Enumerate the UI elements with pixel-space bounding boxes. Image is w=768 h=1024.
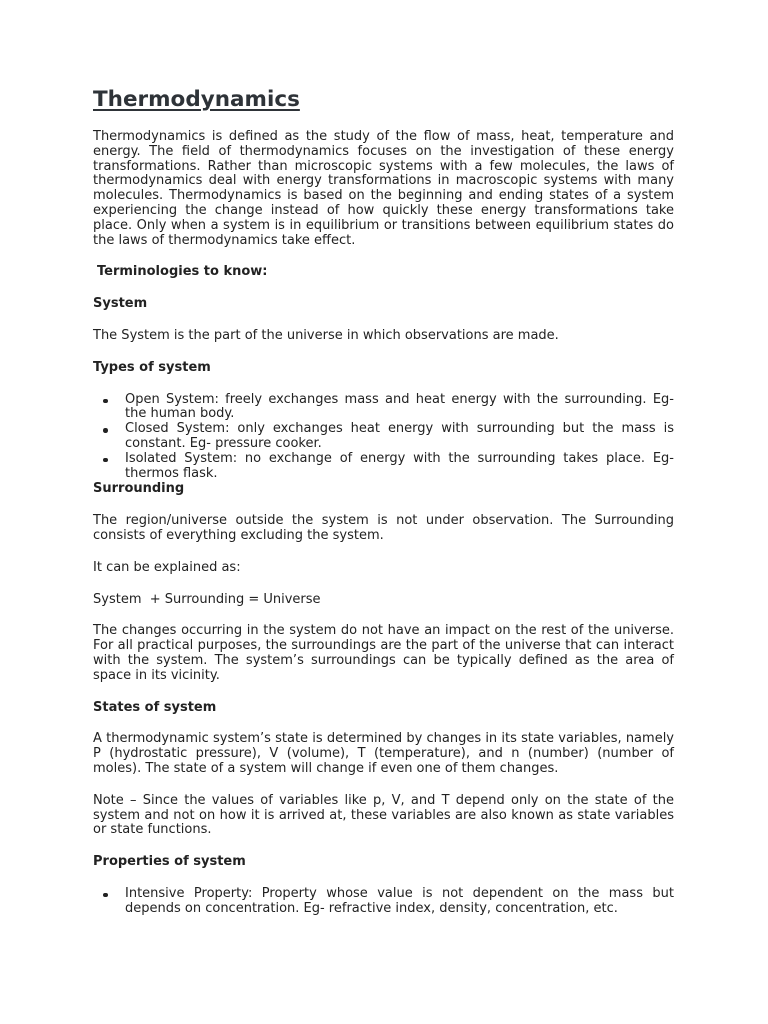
surrounding-paragraph: The region/universe outside the system is not under observation. The Surrounding consists of everything excluding the system.	[93, 513, 674, 543]
system-paragraph: The System is the part of the universe in which observations are made.	[93, 327, 559, 343]
surrounding-heading: Surrounding	[93, 481, 185, 497]
list-item: Isolated System: no exchange of energy with the surrounding takes place. Eg- thermos flask.	[125, 450, 674, 481]
list-item: Closed System: only exchanges heat energy with surrounding but the mass is constant. Eg- pressure cooker.	[125, 421, 674, 451]
terminologies-heading: Terminologies to know:	[97, 264, 268, 280]
properties-list	[93, 887, 674, 917]
explained-paragraph: It can be explained as:	[93, 559, 241, 575]
types-list	[93, 393, 674, 482]
intro-paragraph: Thermodynamics is defined as the study of the flow of mass, heat, temperature and energy. The field of thermodynamics focuses on the investigation of these energy transformations. Rather than microscopic systems with a few molecules, the laws of thermodynamics deal with energy transformations in macroscopic systems with many molecules. Thermodynamics is based on the beginning and ending states of a system experiencing the change instead of how quickly these energy transformations take place. Only when a system is in equilibrium or transitions between equilibrium states do the laws of thermodynamics take effect.	[93, 129, 674, 248]
equation-paragraph: System + Surrounding = Universe	[93, 591, 321, 607]
note-paragraph: Note – Since the values of variables like p, V, and T depend only on the state of the system and not on how it is arrived at, these variables are also known as state variables or state functions.	[93, 792, 674, 838]
changes-paragraph: The changes occurring in the system do not have an impact on the rest of the universe. For all practical purposes, the surroundings are the part of the universe that can interact with the system. The system’s surroundings can be typically defined as the area of space in its vicinity.	[93, 623, 674, 683]
list-item: Intensive Property: Property whose value is not dependent on the mass but depends on concentration. Eg- refractive index, density, concentration, etc.	[125, 885, 674, 916]
types-heading: Types of system	[93, 359, 211, 375]
system-heading: System	[93, 296, 148, 312]
document-content	[93, 86, 674, 916]
list-item: Open System: freely exchanges mass and heat energy with the surrounding. Eg- the human body.	[125, 391, 674, 422]
states-heading: States of system	[93, 699, 217, 715]
document-title: Thermodynamics	[93, 87, 300, 112]
states-paragraph: A thermodynamic system’s state is determined by changes in its state variables, namely P (hydrostatic pressure), V (volume), T (temperature), and n (number) (number of moles). The state of a system will change if even one of them changes.	[93, 731, 674, 776]
properties-heading: Properties of system	[93, 854, 246, 870]
